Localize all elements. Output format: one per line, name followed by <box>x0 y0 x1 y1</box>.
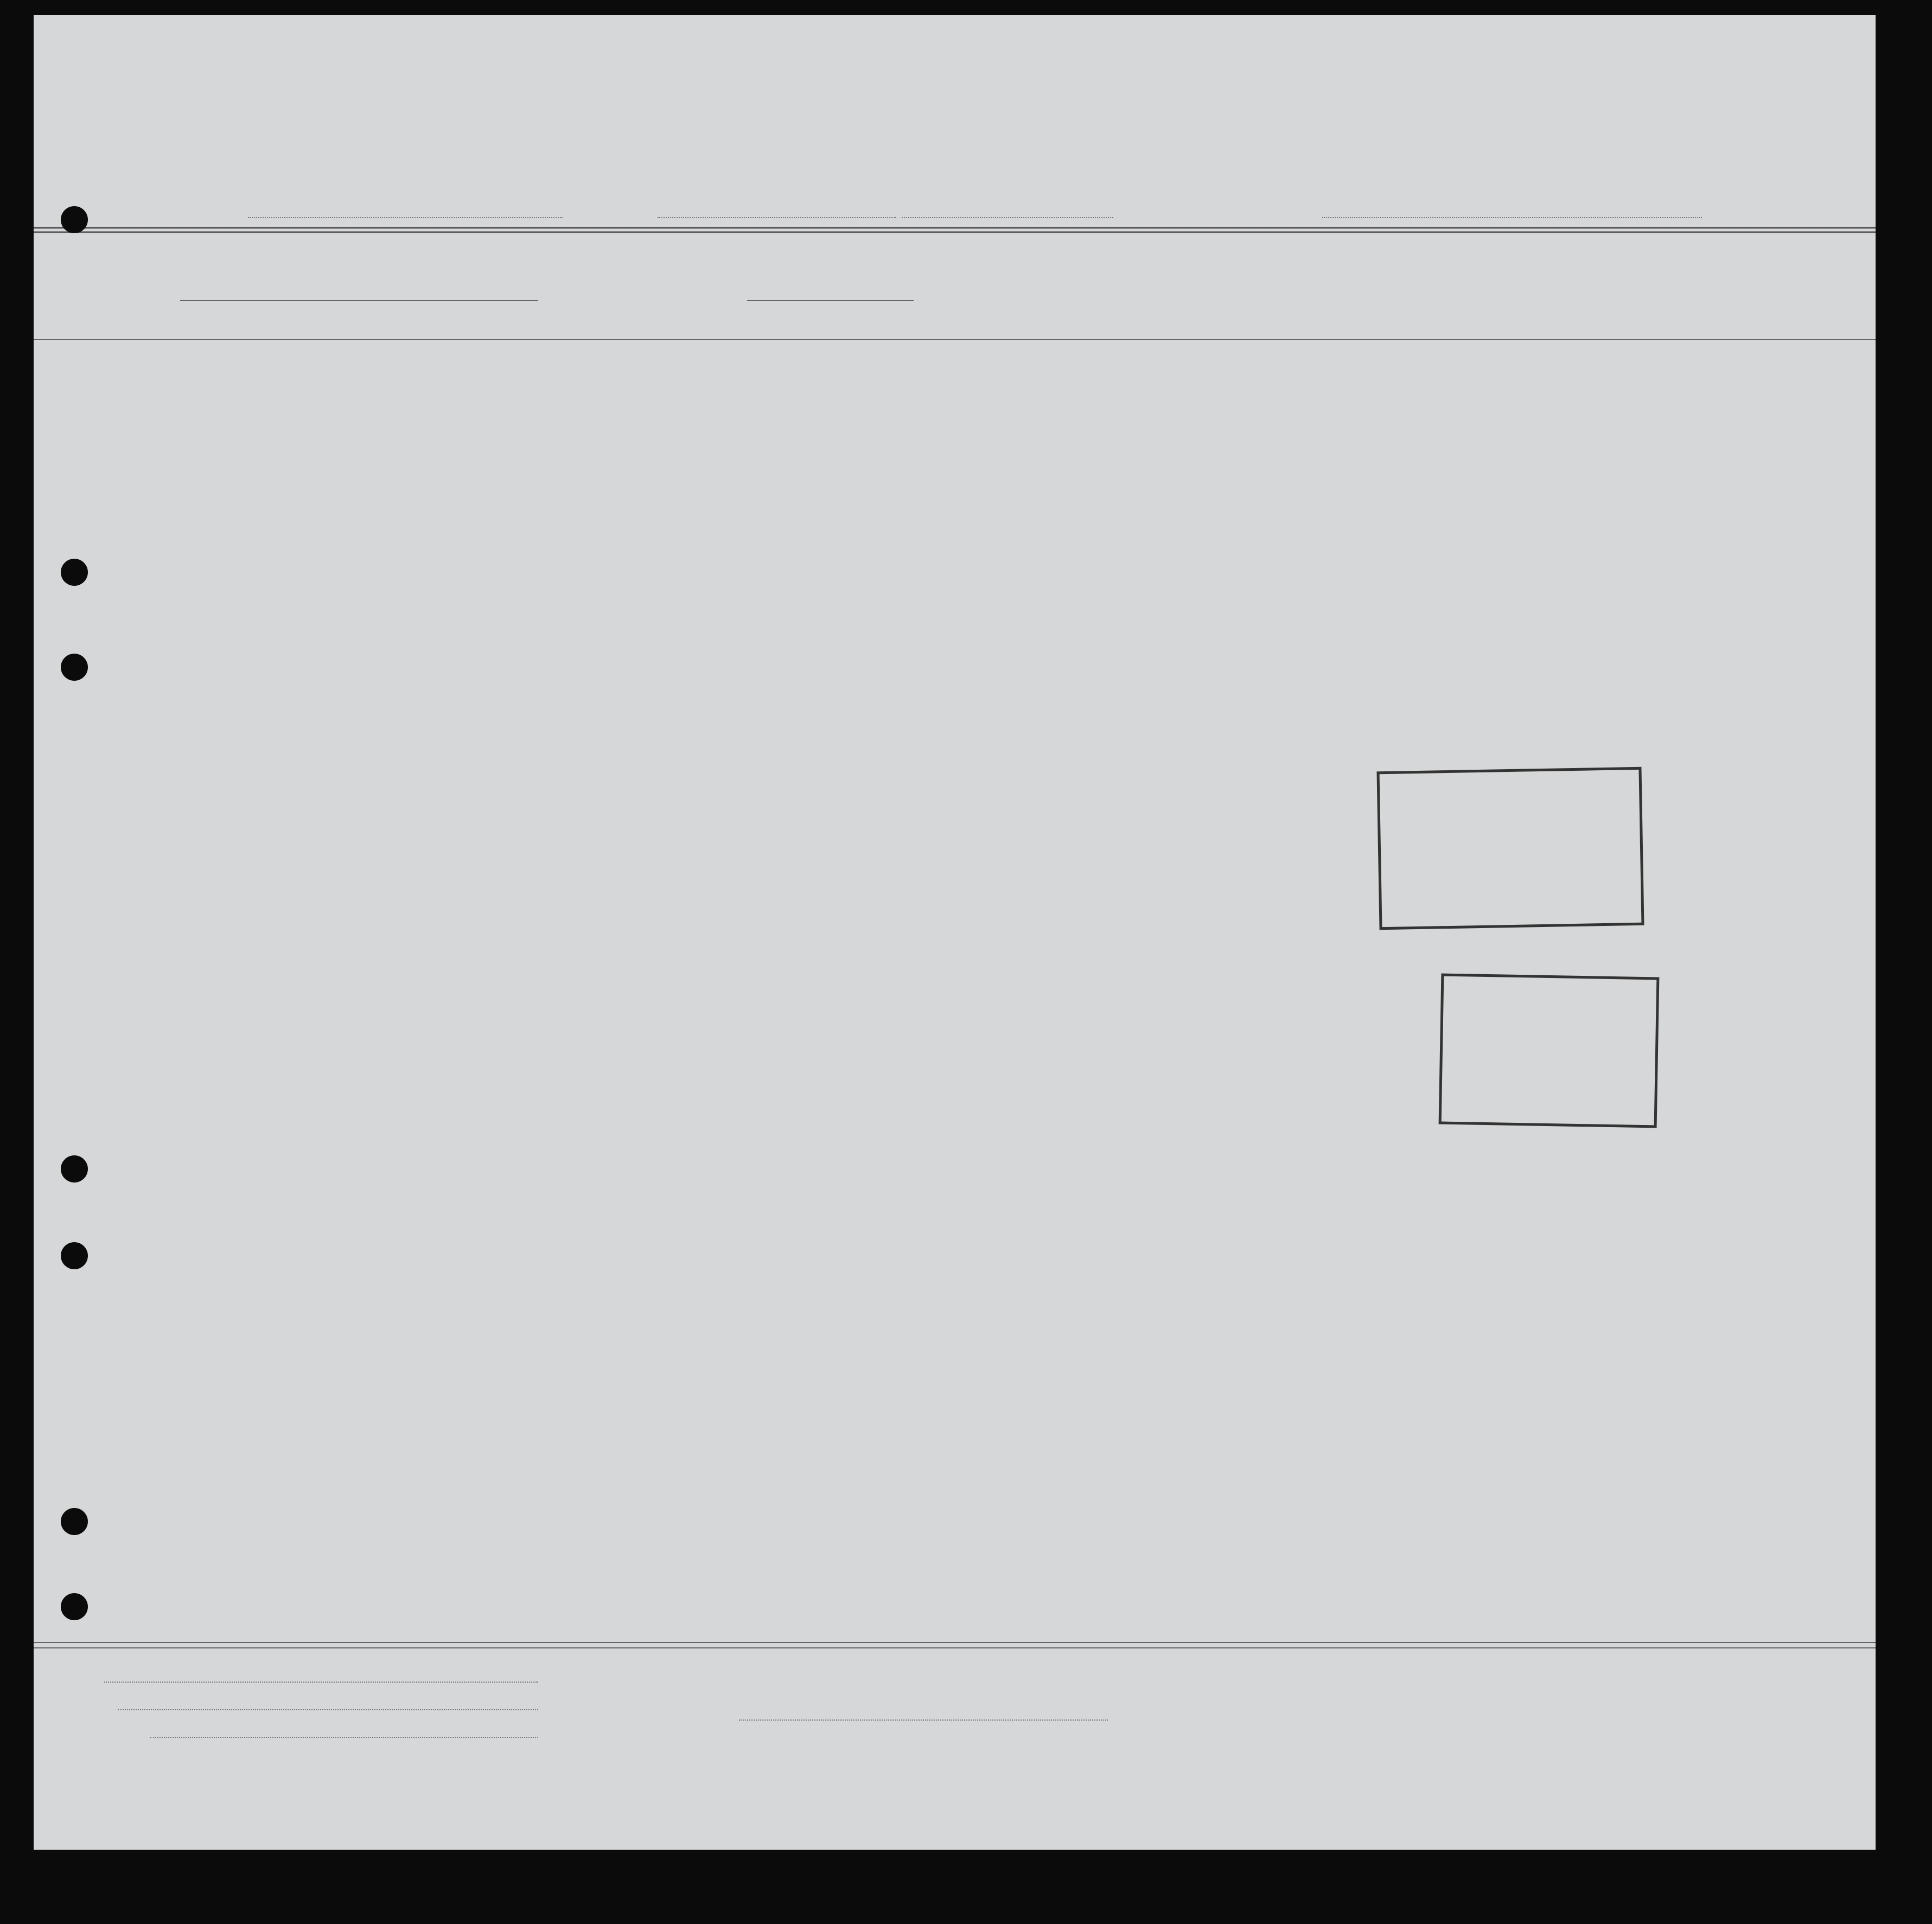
binding-hole <box>61 206 88 233</box>
binding-hole <box>61 1155 88 1182</box>
binding-hole <box>61 559 88 586</box>
manifest-grid <box>34 15 1876 1850</box>
manifest-sheet <box>34 15 1876 1850</box>
navy-line <box>1444 986 1656 990</box>
navy-line <box>1444 986 1656 990</box>
owners-field <box>118 1709 538 1710</box>
navy-line <box>1444 986 1656 990</box>
binding-hole <box>61 1593 88 1620</box>
binding-hole <box>61 654 88 681</box>
line-field <box>104 1682 538 1683</box>
binding-hole <box>61 1242 88 1269</box>
navy-official-stamp <box>1439 974 1660 1128</box>
binding-hole <box>61 1508 88 1535</box>
navy-line <box>1444 986 1656 990</box>
local-agents-field <box>150 1737 538 1738</box>
vessel-cleared-stamp <box>1376 767 1644 930</box>
inspector-line <box>739 1720 1108 1721</box>
